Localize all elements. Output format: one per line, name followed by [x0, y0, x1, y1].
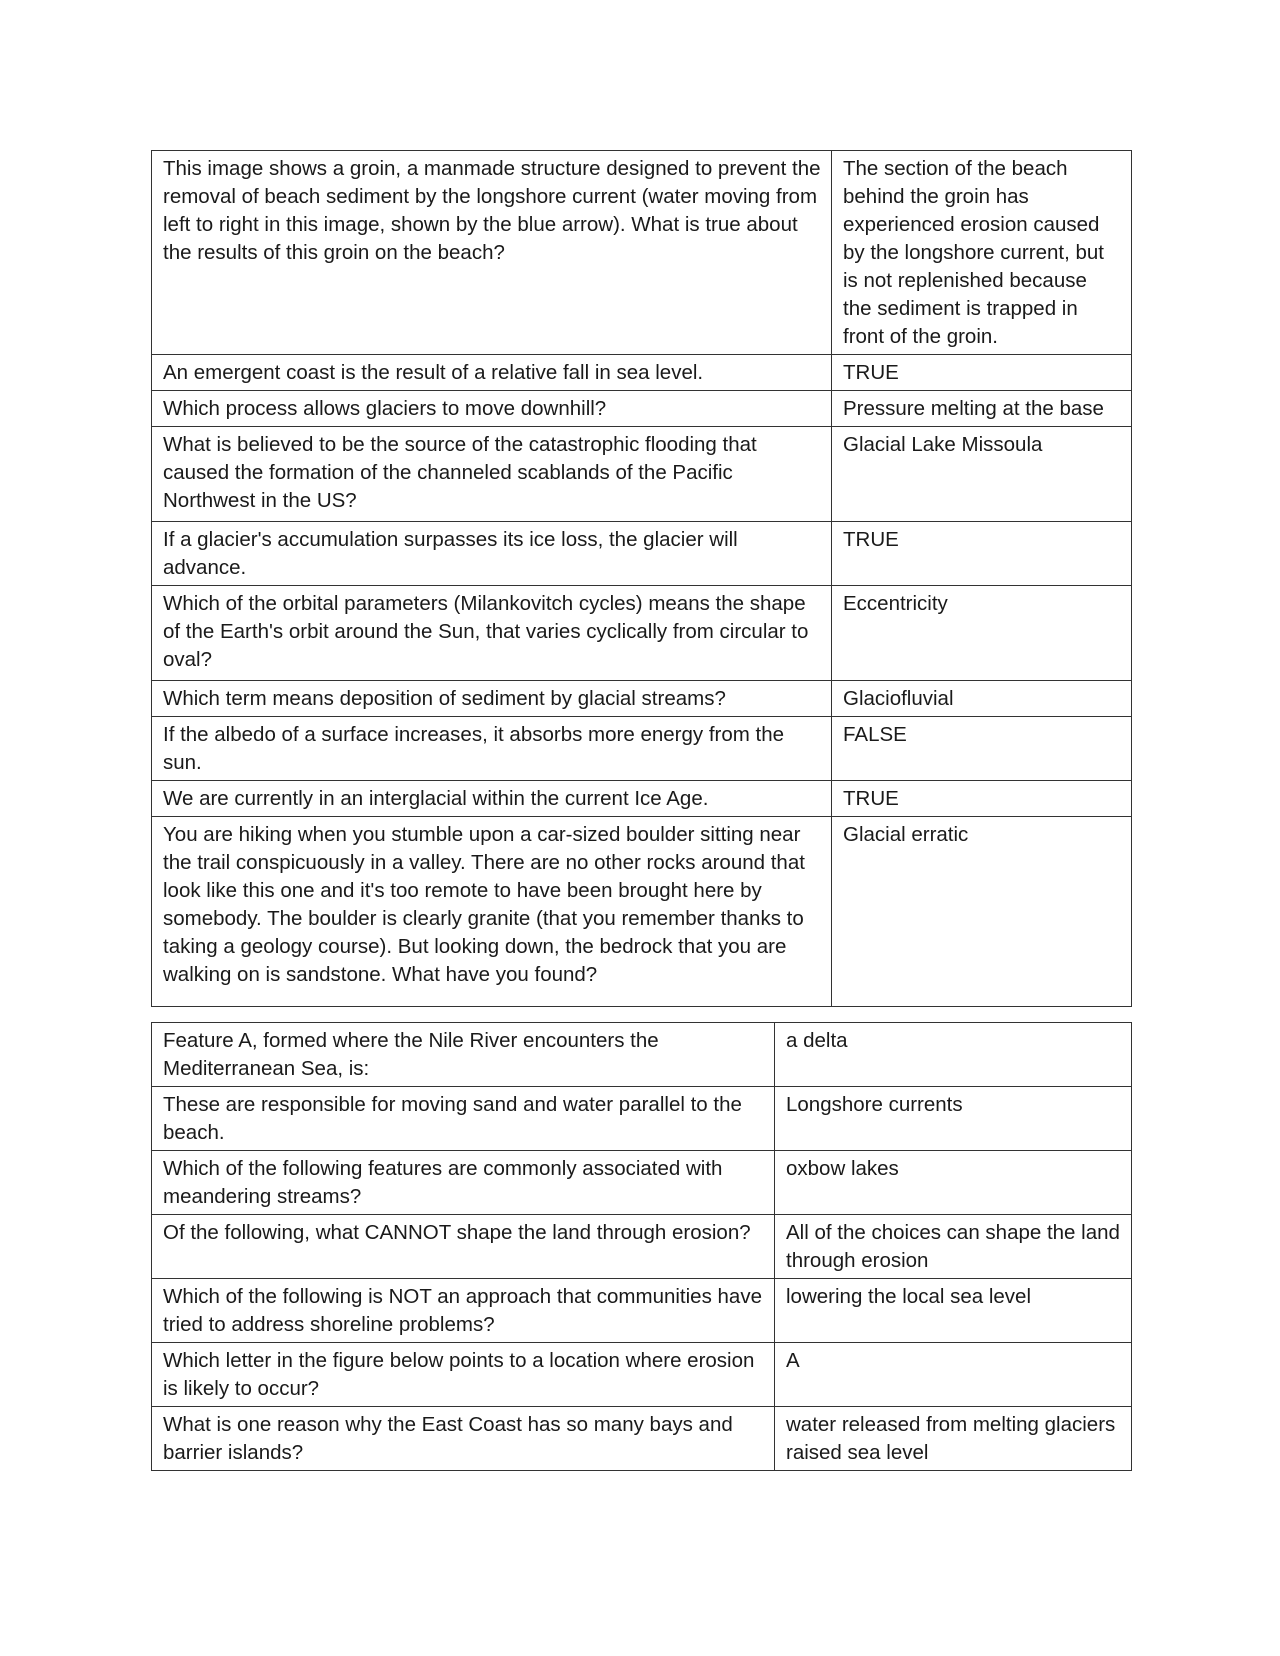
answer-cell: All of the choices can shape the land through erosion: [775, 1215, 1132, 1279]
answer-cell: A: [775, 1343, 1132, 1407]
table-row: [152, 1151, 1132, 1215]
table-row: [152, 355, 1132, 391]
answer-cell: Pressure melting at the base: [832, 391, 1132, 427]
answer-cell: Longshore currents: [775, 1087, 1132, 1151]
question-cell: If a glacier's accumulation surpasses its ice loss, the glacier will advance.: [152, 522, 832, 586]
qa-table-1: [151, 150, 1132, 1007]
answer-cell: Glacial erratic: [832, 817, 1132, 1007]
table-row: [152, 427, 1132, 522]
answer-cell: TRUE: [832, 355, 1132, 391]
question-cell: If the albedo of a surface increases, it absorbs more energy from the sun.: [152, 717, 832, 781]
question-cell: Which of the following features are commonly associated with meandering streams?: [152, 1151, 775, 1215]
question-cell: Which of the following is NOT an approach that communities have tried to address shoreline problems?: [152, 1279, 775, 1343]
question-cell: Which of the orbital parameters (Milankovitch cycles) means the shape of the Earth's orbit around the Sun, that varies cyclically from circular to oval?: [152, 586, 832, 681]
answer-cell: FALSE: [832, 717, 1132, 781]
answer-cell: TRUE: [832, 781, 1132, 817]
answer-cell: Glaciofluvial: [832, 681, 1132, 717]
table-row: [152, 1407, 1132, 1471]
table-row: [152, 1215, 1132, 1279]
question-cell: This image shows a groin, a manmade structure designed to prevent the removal of beach sediment by the longshore current (water moving from left to right in this image, shown by the blue arrow). What is true about the results of this groin on the beach?: [152, 151, 832, 355]
table-row: [152, 1087, 1132, 1151]
answer-cell: Eccentricity: [832, 586, 1132, 681]
question-cell: Which process allows glaciers to move downhill?: [152, 391, 832, 427]
table-row: [152, 522, 1132, 586]
question-cell: Feature A, formed where the Nile River encounters the Mediterranean Sea, is:: [152, 1023, 775, 1087]
table-row: [152, 1343, 1132, 1407]
question-cell: What is believed to be the source of the catastrophic flooding that caused the formation of the channeled scablands of the Pacific Northwest in the US?: [152, 427, 832, 522]
answer-cell: water released from melting glaciers raised sea level: [775, 1407, 1132, 1471]
table-row: [152, 1279, 1132, 1343]
answer-cell: oxbow lakes: [775, 1151, 1132, 1215]
question-cell: An emergent coast is the result of a relative fall in sea level.: [152, 355, 832, 391]
answer-cell: The section of the beach behind the groin has experienced erosion caused by the longshore current, but is not replenished because the sediment is trapped in front of the groin.: [832, 151, 1132, 355]
table-row: [152, 586, 1132, 681]
question-cell: These are responsible for moving sand and water parallel to the beach.: [152, 1087, 775, 1151]
table-row: [152, 681, 1132, 717]
table-row: [152, 391, 1132, 427]
answer-cell: lowering the local sea level: [775, 1279, 1132, 1343]
question-cell: You are hiking when you stumble upon a car-sized boulder sitting near the trail conspicuously in a valley. There are no other rocks around that look like this one and it's too remote to have been brought here by somebody. The boulder is clearly granite (that you remember thanks to taking a geology course). But looking down, the bedrock that you are walking on is sandstone. What have you found?: [152, 817, 832, 1007]
answer-cell: TRUE: [832, 522, 1132, 586]
table-row: [152, 1023, 1132, 1087]
answer-cell: a delta: [775, 1023, 1132, 1087]
table-row: [152, 717, 1132, 781]
table-row: [152, 151, 1132, 355]
question-cell: Of the following, what CANNOT shape the land through erosion?: [152, 1215, 775, 1279]
question-cell: We are currently in an interglacial within the current Ice Age.: [152, 781, 832, 817]
table-row: [152, 781, 1132, 817]
qa-table-2: [151, 1022, 1132, 1471]
question-cell: Which term means deposition of sediment by glacial streams?: [152, 681, 832, 717]
question-cell: Which letter in the figure below points to a location where erosion is likely to occur?: [152, 1343, 775, 1407]
answer-cell: Glacial Lake Missoula: [832, 427, 1132, 522]
table-row: [152, 817, 1132, 1007]
question-cell: What is one reason why the East Coast has so many bays and barrier islands?: [152, 1407, 775, 1471]
